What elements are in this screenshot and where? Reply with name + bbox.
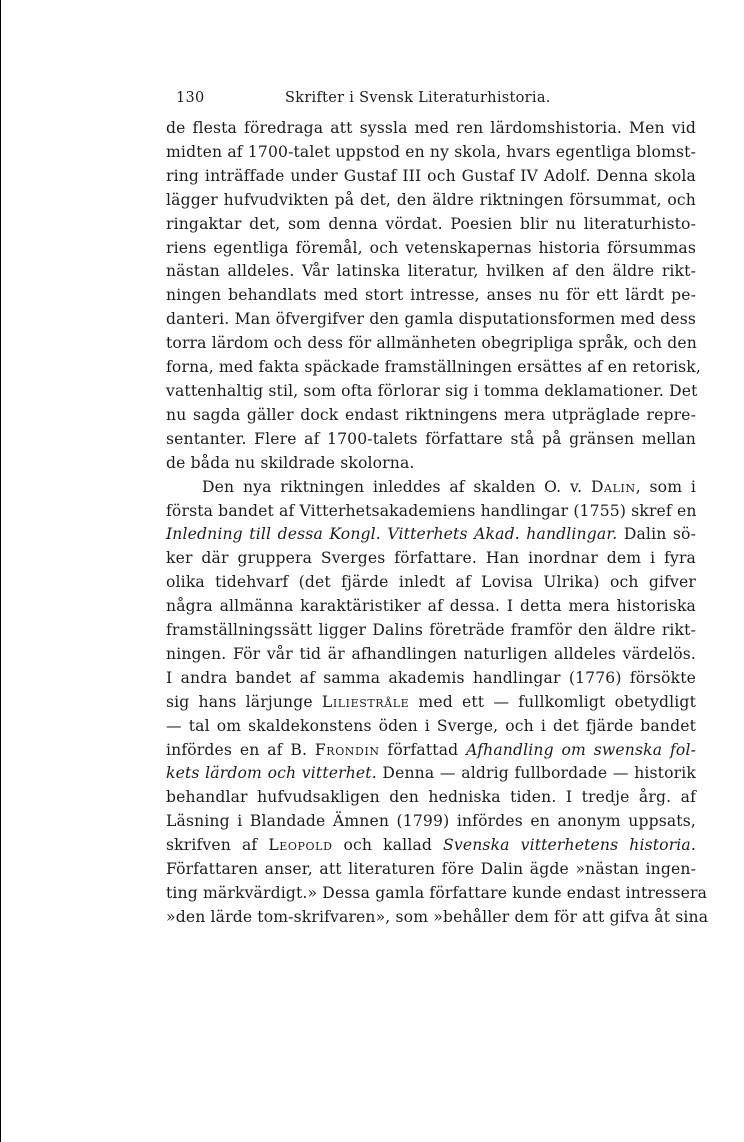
author-name: Leopold (268, 836, 333, 855)
paragraph-2 (166, 476, 709, 930)
running-title: Skrifter i Svensk Literaturhistoria. (285, 90, 551, 106)
page-header (166, 90, 696, 112)
paragraph-1 (166, 117, 701, 476)
text-line: ting märkvärdigt.» Dessa gamla författare kunde endast intressera (166, 884, 708, 902)
line-text: författad (379, 740, 467, 759)
text-line: — tal om skaldekonstens öden i Sverge, och i det fjärde bandet (166, 716, 696, 735)
text-line: de båda nu skildrade skolorna. (166, 453, 415, 472)
text-line: »den lärde tom-skrifvaren», som »behåller dem för att gifva åt sina (166, 907, 709, 926)
line-text: infördes en af B. (166, 740, 315, 759)
page-body (166, 117, 709, 930)
text-line: de flesta föredraga att syssla med ren lärdomshistoria. Men vid (166, 119, 696, 137)
text-line: lägger hufvudvikten på det, den äldre riktningen försummat, och (166, 190, 696, 209)
text-line: ningen behandlats med stort intresse, anses nu för ett lärdt pe- (166, 286, 696, 305)
text-line: några allmänna karaktäristiker af dessa. I detta mera historiska (166, 597, 696, 616)
line-text: Dalin sö- (617, 525, 697, 544)
text-line: midten af 1700-talet uppstod en ny skola, hvars egentliga blomst- (166, 142, 696, 161)
line-text: , som i (635, 477, 696, 496)
text-line (166, 739, 696, 763)
text-line: olika tidehvarf (det fjärde inledt af Lovisa Ulrika) och gifver (166, 573, 696, 592)
page-number: 130 (176, 90, 205, 106)
text-line (166, 523, 696, 547)
work-title: Afhandling om swenska fol- (466, 740, 696, 759)
author-name: Dalin (590, 477, 636, 496)
text-line: framställningssätt ligger Dalins företräde framför den äldre rikt- (166, 621, 696, 640)
author-name: Liliestråle (321, 692, 410, 711)
text-line: första bandet af Vitterhetsakademiens handlingar (1755) skref en (166, 501, 697, 520)
text-line: forna, med fakta späckade framställningen ersättes af en retorisk, (166, 358, 701, 377)
text-line: nu sagda gäller dock endast riktningens mera utpräglade repre- (166, 405, 696, 424)
work-title: Svenska vitterhetens historia. (443, 836, 696, 855)
text-line: ningen. För vår tid är afhandlingen naturligen alldeles värdelös. (166, 644, 696, 663)
line-text: Den nya riktningen inleddes af skalden O. v. (202, 477, 583, 496)
text-line: I andra bandet af samma akademis handlingar (1776) försökte (166, 668, 696, 687)
text-line: torra lärdom och dess för allmänheten obegripliga språk, och den (166, 334, 697, 353)
text-line (166, 476, 696, 500)
line-text: sig hans lärjunge (166, 692, 322, 711)
line-text: med ett — fullkomligt obetydligt (409, 692, 696, 711)
text-line: Läsning i Blandade Ämnen (1799) infördes en anonym uppsats, (166, 812, 696, 831)
text-line: behandlar hufvudsakligen den hedniska tiden. I tredje årg. af (166, 788, 696, 807)
line-text: Denna — aldrig fullbordade — historik (376, 764, 696, 783)
text-line: Författaren anser, att literaturen före Dalin ägde »nästan ingen- (166, 860, 696, 879)
text-line: ring inträffade under Gustaf III och Gustaf IV Adolf. Denna skola (166, 166, 696, 185)
text-line: nästan alldeles. Vår latinska literatur, hvilken af den äldre rikt- (166, 262, 696, 281)
text-line: riens egentliga föremål, och vetenskapernas historia försummas (166, 238, 696, 257)
text-line (166, 834, 696, 858)
text-line: vattenhaltig stil, som ofta förlorar sig i tomma deklamationer. Det (166, 381, 698, 400)
text-line (166, 691, 696, 715)
author-name: Frondin (314, 740, 380, 759)
text-line (166, 762, 696, 786)
text-line: ringaktar det, som denna vördat. Poesien blir nu literaturhisto- (166, 214, 696, 233)
text-line: danteri. Man öfvergifver den gamla disputationsformen med dess (166, 310, 696, 329)
text-line: ker där gruppera Sverges författare. Han inordnar dem i fyra (166, 549, 696, 568)
line-text: och kallad (332, 836, 444, 855)
work-title: kets lärdom och vitterhet. (166, 764, 377, 783)
text-line: sentanter. Flere af 1700-talets författare stå på gränsen mellan (166, 429, 696, 448)
scan-edge-line (0, 0, 1, 1142)
work-title: Inledning till dessa Kongl. Vitterhets Akad. handlingar. (166, 525, 618, 544)
line-text: skrifven af (166, 836, 269, 855)
